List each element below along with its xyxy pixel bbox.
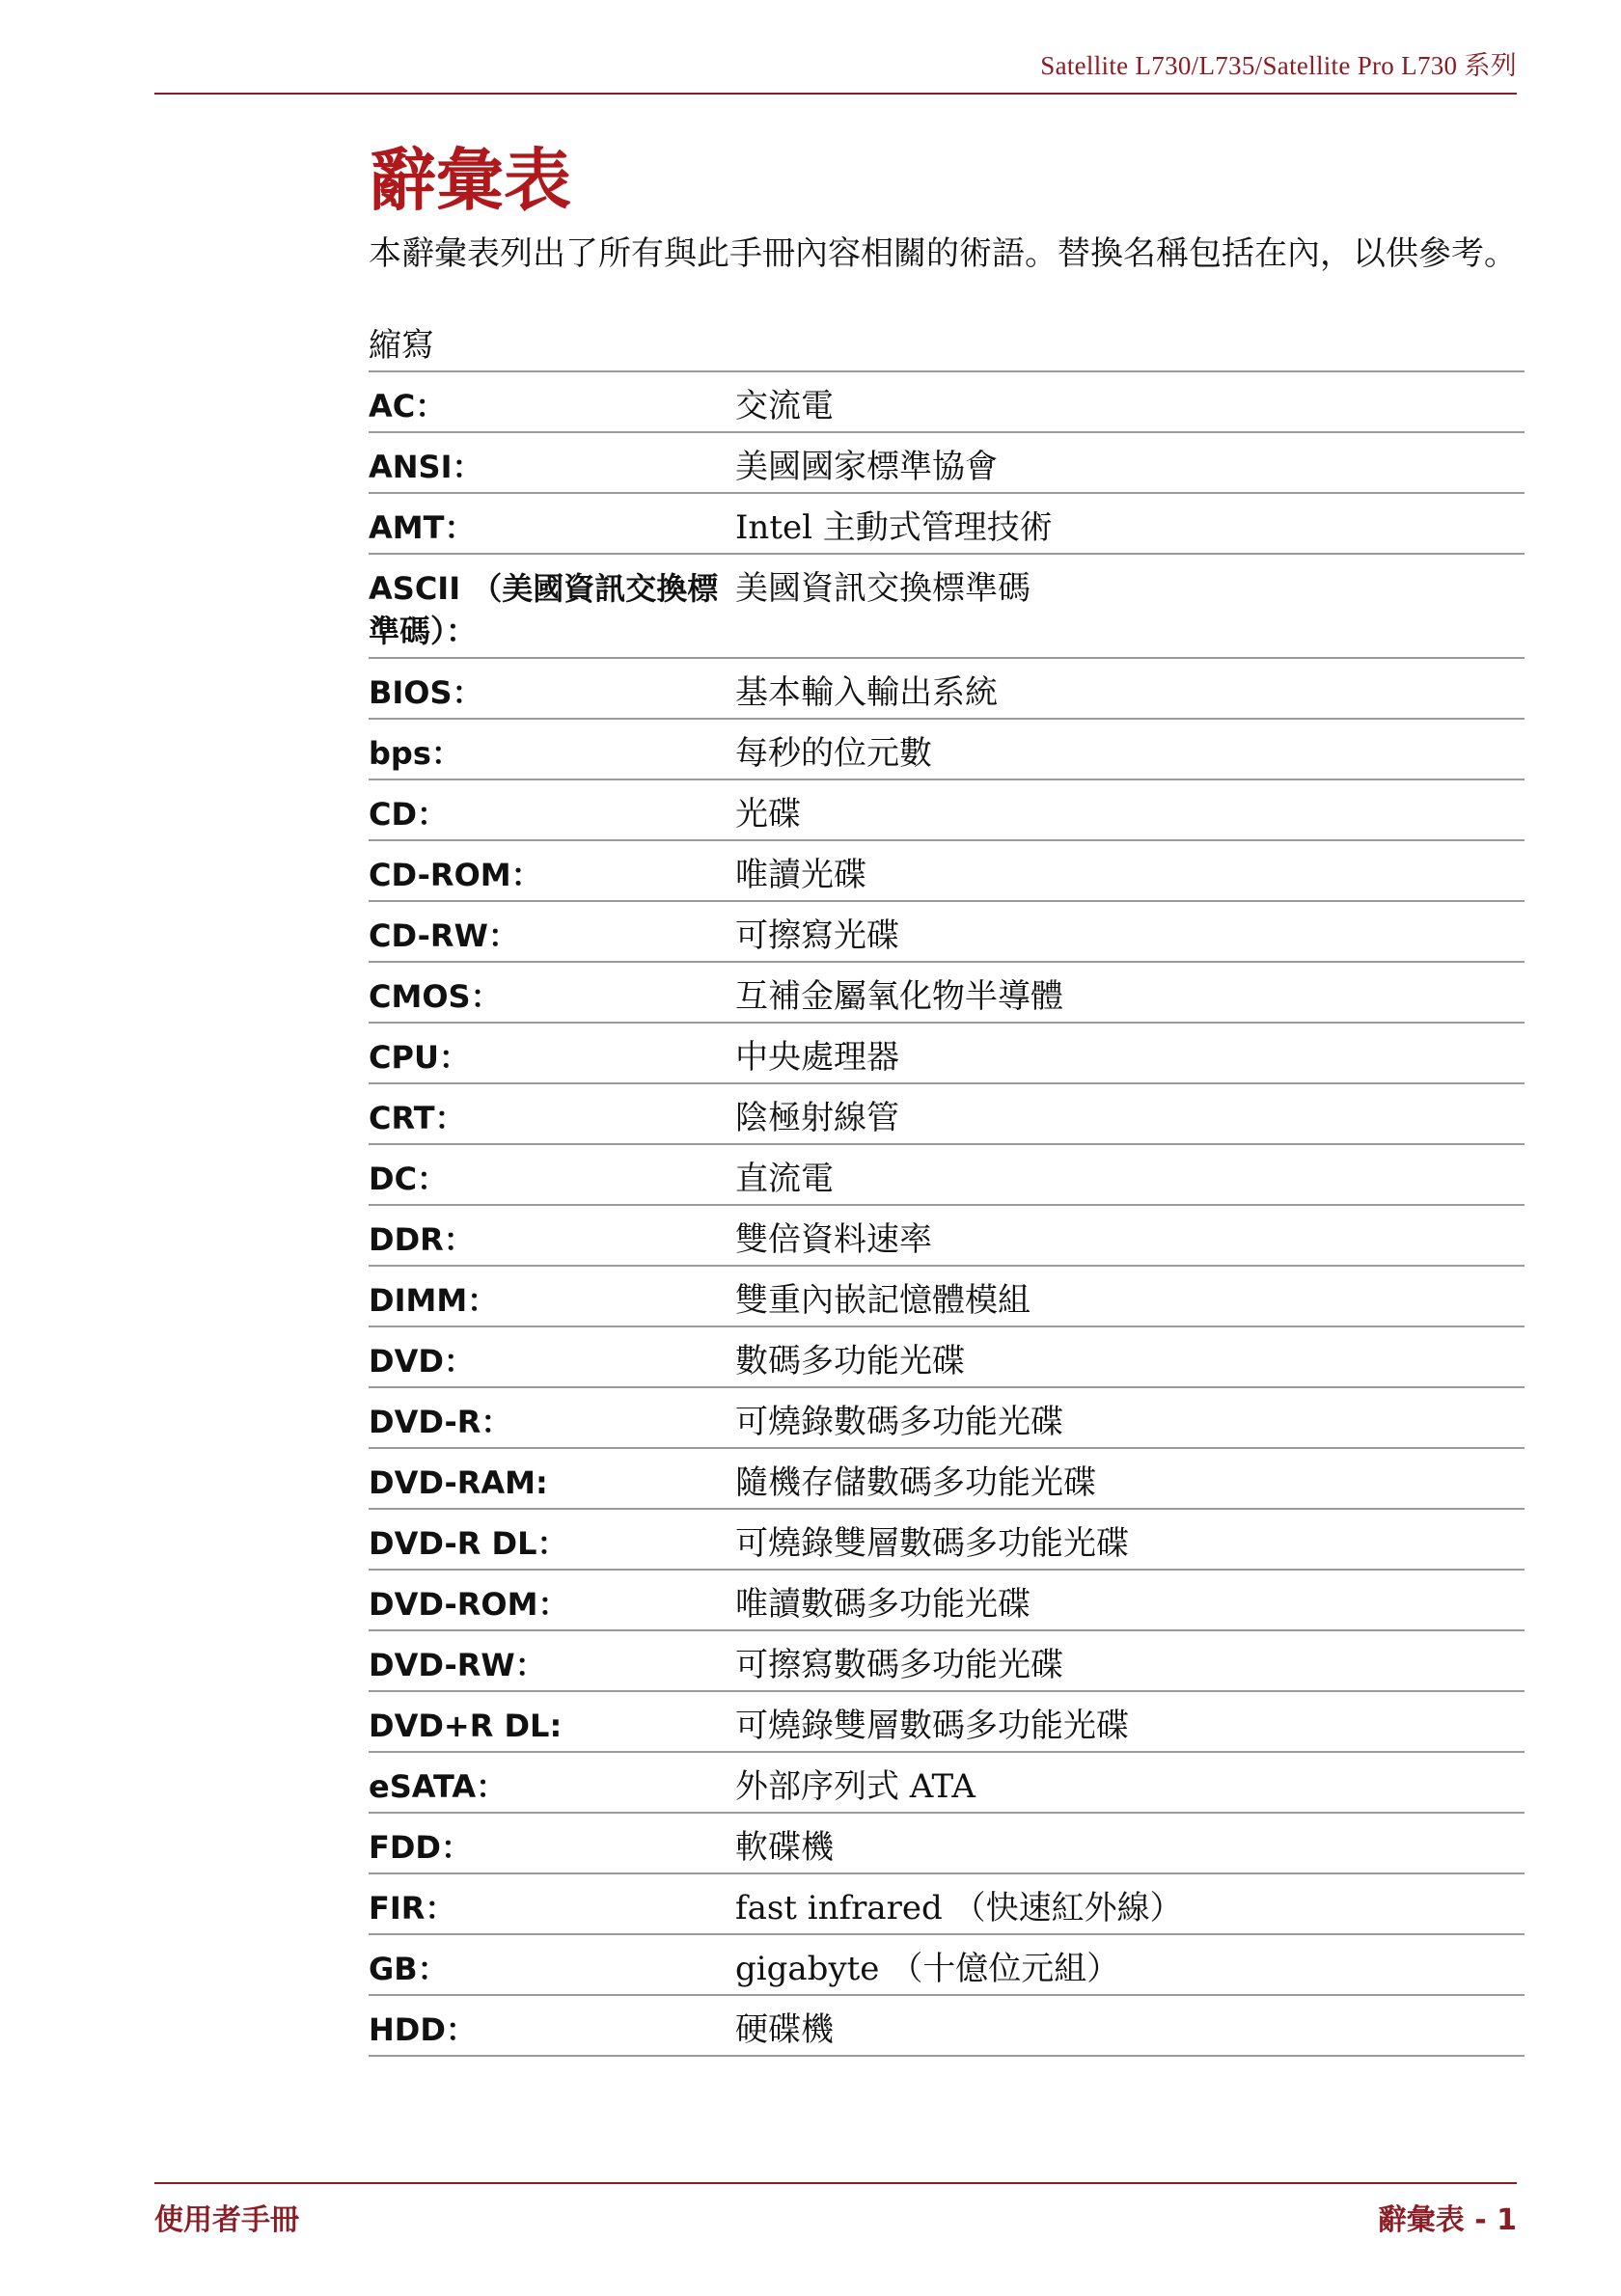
table-row <box>369 720 1525 780</box>
footer-manual-label: 使用者手冊 <box>154 2203 299 2237</box>
glossary-term: ANSI： <box>369 449 483 485</box>
glossary-term: CD： <box>369 796 449 833</box>
glossary-definition: 美國資訊交換標準碼 <box>735 569 1030 608</box>
glossary-definition: 可燒錄數碼多功能光碟 <box>735 1403 1063 1441</box>
table-row <box>369 1753 1525 1814</box>
table-row <box>369 372 1525 433</box>
glossary-definition: 數碼多功能光碟 <box>735 1342 965 1380</box>
table-row <box>369 555 1525 659</box>
footer-page-number: 辭彙表 - 1 <box>1377 2203 1517 2237</box>
glossary-term: AC： <box>369 388 447 424</box>
glossary-term: DDR： <box>369 1221 475 1258</box>
section-label: 縮寫 <box>369 326 434 365</box>
table-row <box>369 433 1525 494</box>
glossary-term: AMT： <box>369 509 476 546</box>
glossary-definition: gigabyte （十億位元組） <box>735 1950 1120 1988</box>
intro-paragraph: 本辭彙表列出了所有與此手冊內容相關的術語。替換名稱包括在內，以供參考。 <box>369 234 1517 273</box>
table-row <box>369 1874 1525 1935</box>
header-divider <box>154 93 1517 95</box>
glossary-term: CRT： <box>369 1100 466 1136</box>
glossary-definition: 雙重內嵌記憶體模組 <box>735 1281 1030 1320</box>
glossary-definition: 互補金屬氧化物半導體 <box>735 977 1063 1016</box>
glossary-definition: 硬碟機 <box>735 2010 834 2049</box>
glossary-definition: 光碟 <box>735 795 801 834</box>
glossary-term: DVD-RW： <box>369 1647 546 1683</box>
table-row <box>369 1145 1525 1206</box>
glossary-term: DIMM： <box>369 1282 499 1319</box>
glossary-definition: 唯讀光碟 <box>735 856 866 894</box>
table-row <box>369 1631 1525 1692</box>
table-row <box>369 1024 1525 1084</box>
glossary-term: DVD-ROM： <box>369 1586 569 1623</box>
glossary-definition: 可燒錄雙層數碼多功能光碟 <box>735 1707 1129 1745</box>
glossary-definition: 可擦寫光碟 <box>735 916 899 955</box>
glossary-term: DVD+R DL: <box>369 1708 563 1744</box>
table-row <box>369 963 1525 1024</box>
table-row <box>369 1388 1525 1449</box>
table-row <box>369 1084 1525 1145</box>
glossary-term: DVD： <box>369 1343 475 1380</box>
glossary-term: CPU： <box>369 1039 470 1076</box>
table-row <box>369 1267 1525 1327</box>
table-row <box>369 902 1525 963</box>
glossary-term: CD-ROM： <box>369 857 542 893</box>
glossary-term: DC： <box>369 1161 449 1197</box>
page-title: 辭彙表 <box>369 141 571 220</box>
glossary-definition: 直流電 <box>735 1160 834 1198</box>
glossary-term: FDD： <box>369 1829 472 1866</box>
glossary-definition: 可燒錄雙層數碼多功能光碟 <box>735 1524 1129 1563</box>
glossary-term: FIR： <box>369 1890 456 1927</box>
glossary-definition: fast infrared （快速紅外線） <box>735 1889 1183 1927</box>
glossary-term: CMOS： <box>369 978 502 1015</box>
table-row <box>369 780 1525 841</box>
table-row <box>369 494 1525 555</box>
glossary-table <box>369 370 1525 2057</box>
glossary-term: eSATA： <box>369 1768 508 1805</box>
glossary-definition: 唯讀數碼多功能光碟 <box>735 1585 1030 1624</box>
glossary-definition: 可擦寫數碼多功能光碟 <box>735 1646 1063 1684</box>
glossary-definition: 軟碟機 <box>735 1828 834 1867</box>
glossary-term: GB： <box>369 1951 449 1987</box>
table-row <box>369 1996 1525 2057</box>
table-row <box>369 1206 1525 1267</box>
glossary-term: bps： <box>369 735 462 772</box>
glossary-definition: 美國國家標準協會 <box>735 448 998 486</box>
table-row <box>369 841 1525 902</box>
table-row <box>369 659 1525 720</box>
glossary-term: DVD-R： <box>369 1404 512 1440</box>
glossary-term: DVD-R DL： <box>369 1525 568 1562</box>
glossary-definition: 隨機存儲數碼多功能光碟 <box>735 1463 1096 1502</box>
glossary-definition: 交流電 <box>735 387 834 425</box>
glossary-definition: 中央處理器 <box>735 1038 899 1077</box>
footer-divider <box>154 2182 1517 2184</box>
glossary-definition: Intel 主動式管理技術 <box>735 508 1053 547</box>
table-row <box>369 1449 1525 1510</box>
glossary-definition: 基本輸入輸出系統 <box>735 673 998 712</box>
glossary-term: BIOS： <box>369 674 483 711</box>
table-row <box>369 1510 1525 1571</box>
glossary-definition: 雙倍資料速率 <box>735 1220 932 1259</box>
table-row <box>369 1814 1525 1874</box>
table-row <box>369 1571 1525 1631</box>
table-row <box>369 1327 1525 1388</box>
glossary-term: ASCII （美國資訊交換標準碼）： <box>369 570 719 649</box>
glossary-term: CD-RW： <box>369 917 519 954</box>
table-row <box>369 1692 1525 1753</box>
glossary-definition: 陰極射線管 <box>735 1099 899 1137</box>
glossary-term: HDD： <box>369 2011 477 2048</box>
running-header-title: Satellite L730/L735/Satellite Pro L730 系列 <box>1040 51 1517 80</box>
glossary-definition: 每秒的位元數 <box>735 734 932 773</box>
glossary-definition: 外部序列式 ATA <box>735 1767 975 1806</box>
glossary-term: DVD-RAM: <box>369 1464 548 1501</box>
table-row <box>369 1935 1525 1996</box>
